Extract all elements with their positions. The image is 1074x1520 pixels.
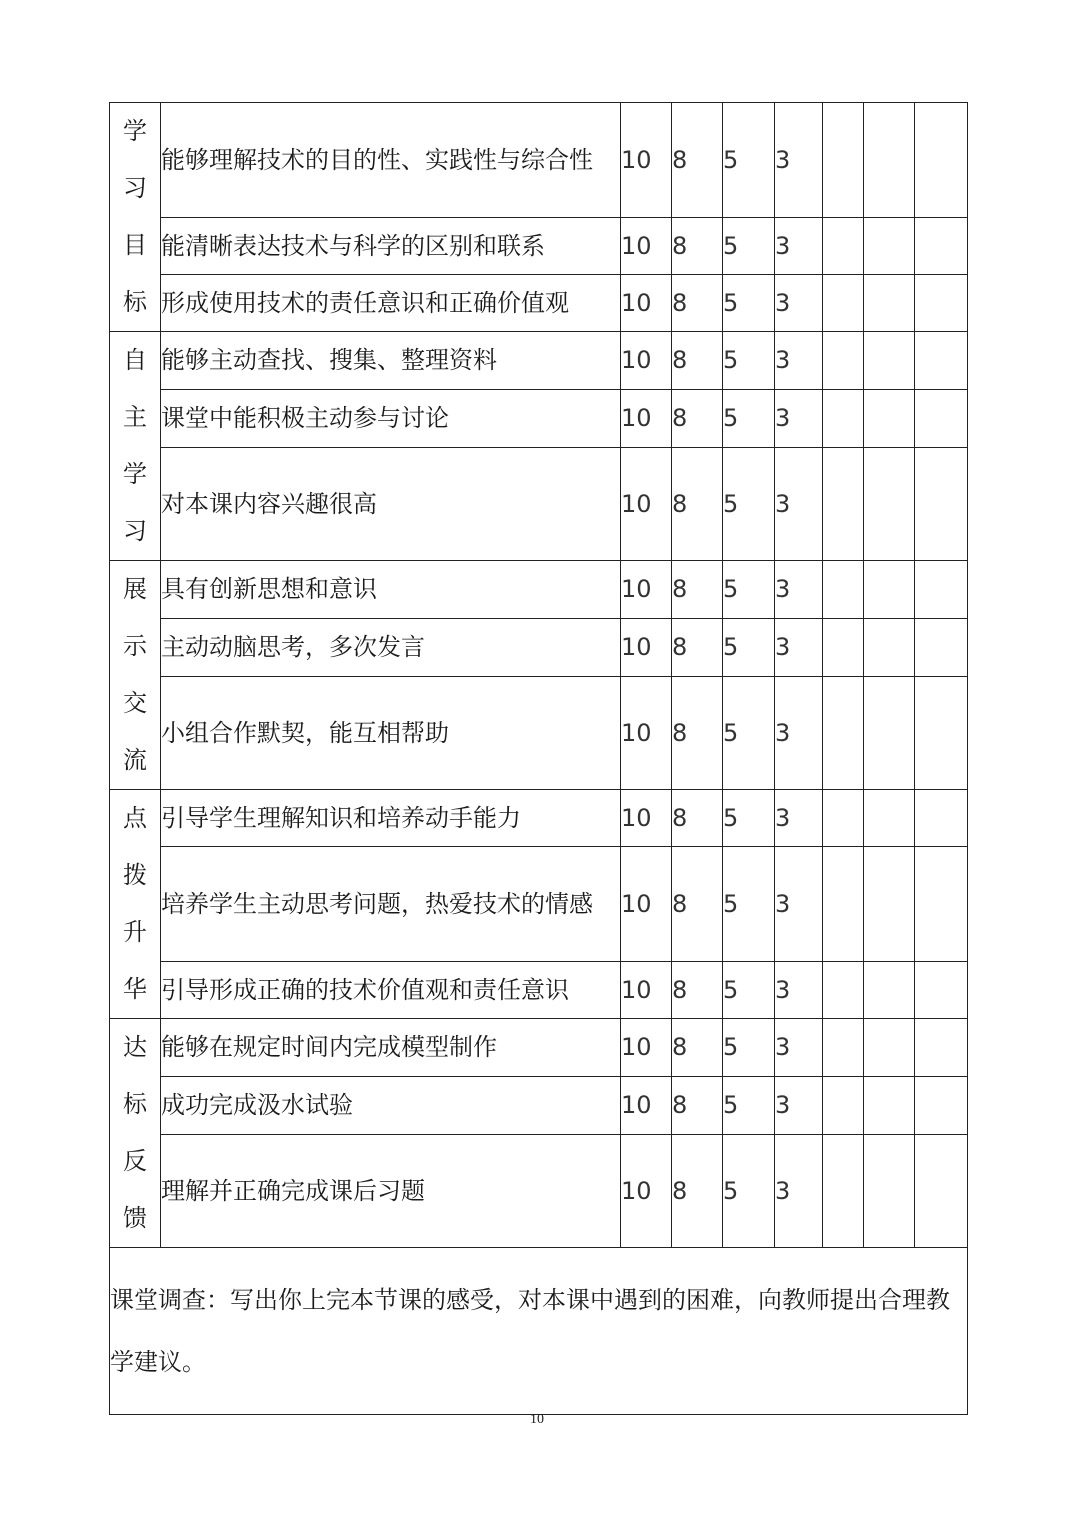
category-cell: [110, 561, 161, 790]
score-cell: 3: [775, 618, 823, 676]
score-cell: 3: [775, 332, 823, 390]
score-cell: 10: [621, 847, 672, 962]
rating-blank-cell[interactable]: [915, 1134, 968, 1248]
item-cell: 能够在规定时间内完成模型制作: [161, 1019, 621, 1077]
category-cell: [110, 790, 161, 1019]
item-cell: 引导学生理解知识和培养动手能力: [161, 790, 621, 847]
category-char: 达: [123, 1033, 147, 1061]
item-cell: 理解并正确完成课后习题: [161, 1134, 621, 1248]
table-row: [110, 561, 968, 619]
score-cell: 8: [672, 1019, 723, 1077]
score-cell: 10: [621, 676, 672, 790]
score-cell: 3: [775, 389, 823, 447]
score-cell: 5: [723, 447, 775, 561]
table-row: [110, 1134, 968, 1248]
rating-blank-cell[interactable]: [915, 618, 968, 676]
item-cell: 具有创新思想和意识: [161, 561, 621, 619]
category-char: 标: [123, 1090, 147, 1118]
score-cell: 8: [672, 618, 723, 676]
rating-blank-cell[interactable]: [823, 274, 864, 331]
score-cell: 5: [723, 332, 775, 390]
category-char: 目: [123, 231, 147, 259]
rating-blank-cell[interactable]: [864, 561, 915, 619]
score-cell: 10: [621, 1134, 672, 1248]
rating-blank-cell[interactable]: [823, 1076, 864, 1134]
score-cell: 3: [775, 1076, 823, 1134]
score-cell: 8: [672, 561, 723, 619]
score-cell: 10: [621, 389, 672, 447]
score-cell: 5: [723, 1019, 775, 1077]
rating-blank-cell[interactable]: [915, 790, 968, 847]
score-cell: 3: [775, 103, 823, 218]
score-cell: 8: [672, 389, 723, 447]
score-cell: 5: [723, 103, 775, 218]
category-char: 主: [123, 403, 147, 431]
rating-blank-cell[interactable]: [915, 561, 968, 619]
page-number: 10: [530, 1412, 544, 1427]
category-cell: [110, 103, 161, 332]
score-cell: 3: [775, 274, 823, 331]
score-cell: 3: [775, 447, 823, 561]
category-cell: [110, 1019, 161, 1248]
score-cell: 5: [723, 618, 775, 676]
rating-blank-cell[interactable]: [864, 1019, 915, 1077]
score-cell: 8: [672, 447, 723, 561]
survey-row: [110, 1248, 968, 1415]
table-row: [110, 389, 968, 447]
category-char: 流: [123, 746, 147, 774]
category-char: 点: [123, 804, 147, 832]
score-cell: 10: [621, 274, 672, 331]
rating-blank-cell[interactable]: [823, 103, 864, 218]
rating-blank-cell[interactable]: [864, 332, 915, 390]
rating-blank-cell[interactable]: [823, 332, 864, 390]
category-char: 自: [123, 346, 147, 374]
score-cell: 3: [775, 561, 823, 619]
table-row: [110, 676, 968, 790]
score-cell: 3: [775, 847, 823, 962]
score-cell: 8: [672, 1134, 723, 1248]
rating-blank-cell[interactable]: [915, 217, 968, 274]
score-cell: 8: [672, 847, 723, 962]
rating-blank-cell[interactable]: [864, 103, 915, 218]
score-cell: 5: [723, 389, 775, 447]
score-cell: 10: [621, 332, 672, 390]
score-cell: 10: [621, 618, 672, 676]
score-cell: 10: [621, 790, 672, 847]
category-char: 拨: [123, 861, 147, 889]
item-cell: 主动动脑思考，多次发言: [161, 618, 621, 676]
table-row: [110, 1019, 968, 1077]
evaluation-table: [109, 102, 968, 1415]
score-cell: 8: [672, 1076, 723, 1134]
score-cell: 8: [672, 790, 723, 847]
category-char: 交: [123, 689, 147, 717]
score-cell: 5: [723, 790, 775, 847]
survey-cell[interactable]: 课堂调查：写出你上完本节课的感受，对本课中遇到的困难，向教师提出合理教学建议。: [110, 1248, 968, 1415]
rating-blank-cell[interactable]: [823, 676, 864, 790]
score-cell: 5: [723, 961, 775, 1018]
score-cell: 8: [672, 217, 723, 274]
score-cell: 10: [621, 447, 672, 561]
category-char: 华: [123, 975, 147, 1003]
score-cell: 3: [775, 961, 823, 1018]
category-char: 馈: [123, 1204, 147, 1232]
rating-blank-cell[interactable]: [823, 1019, 864, 1077]
rating-blank-cell[interactable]: [915, 961, 968, 1018]
table-row: [110, 618, 968, 676]
item-cell: 形成使用技术的责任意识和正确价值观: [161, 274, 621, 331]
score-cell: 10: [621, 1076, 672, 1134]
score-cell: 8: [672, 676, 723, 790]
rating-blank-cell[interactable]: [864, 961, 915, 1018]
score-cell: 10: [621, 561, 672, 619]
rating-blank-cell[interactable]: [915, 274, 968, 331]
score-cell: 5: [723, 1134, 775, 1248]
score-cell: 5: [723, 561, 775, 619]
item-cell: 能够理解技术的目的性、实践性与综合性: [161, 103, 621, 218]
rating-blank-cell[interactable]: [915, 389, 968, 447]
category-char: 习: [123, 174, 147, 202]
category-char: 习: [123, 517, 147, 545]
category-char: 学: [123, 460, 147, 488]
category-char: 展: [123, 575, 147, 603]
rating-blank-cell[interactable]: [864, 676, 915, 790]
rating-blank-cell[interactable]: [915, 103, 968, 218]
rating-blank-cell[interactable]: [823, 561, 864, 619]
score-cell: 5: [723, 274, 775, 331]
item-cell: 对本课内容兴趣很高: [161, 447, 621, 561]
rating-blank-cell[interactable]: [864, 274, 915, 331]
score-cell: 10: [621, 961, 672, 1018]
score-cell: 8: [672, 103, 723, 218]
rating-blank-cell[interactable]: [823, 1134, 864, 1248]
table-row: [110, 847, 968, 962]
score-cell: 5: [723, 847, 775, 962]
rating-blank-cell[interactable]: [915, 1019, 968, 1077]
rating-blank-cell[interactable]: [864, 217, 915, 274]
rating-blank-cell[interactable]: [823, 217, 864, 274]
item-cell: 培养学生主动思考问题，热爱技术的情感: [161, 847, 621, 962]
table-row: [110, 1076, 968, 1134]
category-char: 学: [123, 117, 147, 145]
item-cell: 成功完成汲水试验: [161, 1076, 621, 1134]
rating-blank-cell[interactable]: [823, 790, 864, 847]
score-cell: 10: [621, 1019, 672, 1077]
rating-blank-cell[interactable]: [915, 676, 968, 790]
rating-blank-cell[interactable]: [864, 447, 915, 561]
table-row: [110, 332, 968, 390]
rating-blank-cell[interactable]: [915, 1076, 968, 1134]
score-cell: 5: [723, 676, 775, 790]
score-cell: 3: [775, 1134, 823, 1248]
table-row: [110, 961, 968, 1018]
score-cell: 5: [723, 217, 775, 274]
rating-blank-cell[interactable]: [864, 1134, 915, 1248]
score-cell: 8: [672, 961, 723, 1018]
rating-blank-cell[interactable]: [915, 847, 968, 962]
score-cell: 8: [672, 332, 723, 390]
item-cell: 能清晰表达技术与科学的区别和联系: [161, 217, 621, 274]
category-cell: [110, 332, 161, 561]
rating-blank-cell[interactable]: [823, 389, 864, 447]
score-cell: 3: [775, 676, 823, 790]
rating-blank-cell[interactable]: [823, 847, 864, 962]
item-cell: 能够主动查找、搜集、整理资料: [161, 332, 621, 390]
rating-blank-cell[interactable]: [915, 332, 968, 390]
rating-blank-cell[interactable]: [864, 847, 915, 962]
rating-blank-cell[interactable]: [864, 389, 915, 447]
table-row: [110, 103, 968, 218]
score-cell: 8: [672, 274, 723, 331]
rating-blank-cell[interactable]: [823, 447, 864, 561]
rating-blank-cell[interactable]: [864, 790, 915, 847]
category-char: 反: [123, 1147, 147, 1175]
score-cell: 10: [621, 217, 672, 274]
rating-blank-cell[interactable]: [915, 447, 968, 561]
category-char: 示: [123, 632, 147, 660]
score-cell: 3: [775, 217, 823, 274]
score-cell: 3: [775, 790, 823, 847]
rating-blank-cell[interactable]: [864, 1076, 915, 1134]
rating-blank-cell[interactable]: [864, 618, 915, 676]
item-cell: 小组合作默契，能互相帮助: [161, 676, 621, 790]
category-char: 标: [123, 288, 147, 316]
table-row: [110, 790, 968, 847]
item-cell: 引导形成正确的技术价值观和责任意识: [161, 961, 621, 1018]
score-cell: 10: [621, 103, 672, 218]
category-char: 升: [123, 918, 147, 946]
table-row: [110, 217, 968, 274]
rating-blank-cell[interactable]: [823, 618, 864, 676]
item-cell: 课堂中能积极主动参与讨论: [161, 389, 621, 447]
table-row: [110, 274, 968, 331]
score-cell: 3: [775, 1019, 823, 1077]
score-cell: 5: [723, 1076, 775, 1134]
rating-blank-cell[interactable]: [823, 961, 864, 1018]
table-row: [110, 447, 968, 561]
